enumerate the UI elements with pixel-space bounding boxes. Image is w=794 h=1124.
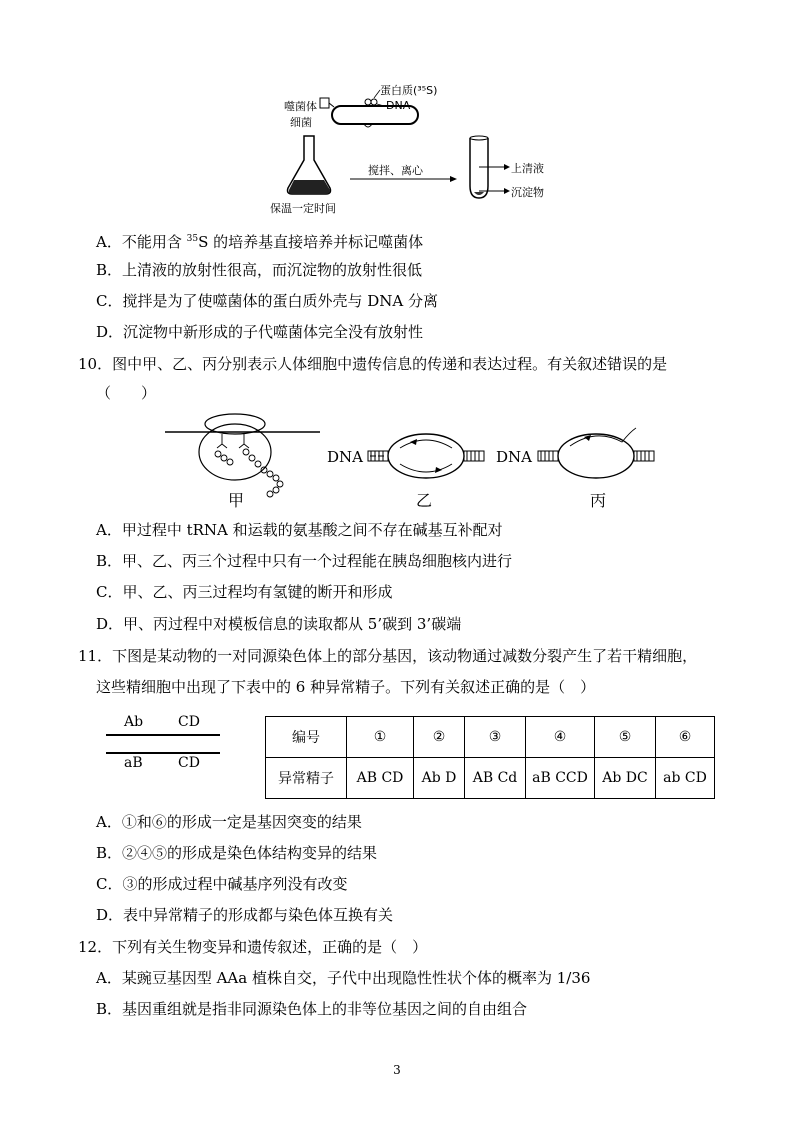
q12-option-a: A．某豌豆基因型 AAa 植株自交，子代中出现隐性性状个体的概率为 1/36 bbox=[96, 969, 591, 987]
chrom-bottom-left-genes: aB bbox=[124, 755, 143, 771]
label-bacteria: 细菌 bbox=[290, 116, 312, 129]
table-cell: ab CD bbox=[656, 758, 715, 799]
chromosome-diagram bbox=[106, 712, 226, 776]
label-incubate: 保温一定时间 bbox=[270, 202, 336, 215]
q11-stem-line-2: 这些精细胞中出现了下表中的 6 种异常精子。下列有关叙述正确的是（ ） bbox=[96, 678, 596, 696]
q11-option-c: C．③的形成过程中碱基序列没有改变 bbox=[96, 875, 348, 893]
table-cell: Ab DC bbox=[595, 758, 656, 799]
q11-stem-line-1: 11．下图是某动物的一对同源染色体上的部分基因，该动物通过减数分裂产生了若干精细胞， bbox=[78, 647, 698, 665]
table-cell: ⑥ bbox=[656, 717, 715, 758]
chrom-bottom-right-genes: CD bbox=[178, 755, 200, 771]
q12-option-b: B．基因重组就是指非同源染色体上的非等位基因之间的自由组合 bbox=[96, 1000, 528, 1018]
q11-option-d: D．表中异常精子的形成都与染色体互换有关 bbox=[96, 906, 394, 924]
q10-stem: 10．图中甲、乙、丙分别表示人体细胞中遗传信息的传递和表达过程。有关叙述错误的是 bbox=[78, 355, 668, 373]
table-cell: AB Cd bbox=[465, 758, 526, 799]
label-dna: DNA bbox=[386, 99, 411, 112]
q9-option-d: D．沉淀物中新形成的子代噬菌体完全没有放射性 bbox=[96, 323, 424, 341]
q10-option-d: D．甲、丙过程中对模板信息的读取都从 5’碳到 3’碳端 bbox=[96, 615, 462, 633]
q10-option-a: A．甲过程中 tRNA 和运载的氨基酸之间不存在碱基互补配对 bbox=[96, 521, 503, 539]
chromosome-bottom bbox=[106, 752, 220, 754]
q10-fig-dna-label-2: DNA bbox=[496, 448, 532, 466]
q9-option-a-pre: A．不能用含 bbox=[96, 233, 187, 251]
phage-experiment-figure bbox=[260, 78, 560, 218]
table-cell: ⑤ bbox=[595, 717, 656, 758]
q10-figure bbox=[160, 412, 660, 512]
q9-option-c: C．搅拌是为了使噬菌体的蛋白质外壳与 DNA 分离 bbox=[96, 292, 438, 310]
table-row bbox=[266, 717, 715, 758]
table-header-cell: 编号 bbox=[266, 717, 347, 758]
table-cell: ② bbox=[414, 717, 465, 758]
table-cell: ① bbox=[347, 717, 414, 758]
chrom-top-right-genes: CD bbox=[178, 714, 200, 730]
q11-option-a: A．①和⑥的形成一定是基因突变的结果 bbox=[96, 813, 362, 831]
q10-fig-dna-label-1: DNA bbox=[327, 448, 363, 466]
abnormal-sperm-table bbox=[265, 716, 715, 799]
q9-option-b: B．上清液的放射性很高，而沉淀物的放射性很低 bbox=[96, 261, 423, 279]
q10-option-c: C．甲、乙、丙三过程均有氢键的断开和形成 bbox=[96, 583, 393, 601]
q9-option-a bbox=[96, 229, 423, 252]
q12-stem: 12．下列有关生物变异和遗传叙述，正确的是（ ） bbox=[78, 938, 428, 956]
q10-option-b: B．甲、乙、丙三个过程中只有一个过程能在胰岛细胞核内进行 bbox=[96, 552, 513, 570]
q11-option-b: B．②④⑤的形成是染色体结构变异的结果 bbox=[96, 844, 378, 862]
label-phage: 噬菌体 bbox=[284, 100, 317, 113]
table-row bbox=[266, 758, 715, 799]
table-cell: ④ bbox=[526, 717, 595, 758]
chromosome-top bbox=[106, 734, 220, 736]
table-cell: AB CD bbox=[347, 758, 414, 799]
q10-fig-label-bing: 丙 bbox=[590, 491, 607, 510]
page-number: 3 bbox=[393, 1063, 401, 1077]
table-cell: ③ bbox=[465, 717, 526, 758]
q9-option-a-sup: 35 bbox=[186, 234, 199, 244]
q10-answer-paren: （ ） bbox=[96, 384, 157, 402]
chrom-top-left-genes: Ab bbox=[124, 714, 144, 730]
table-cell: aB CCD bbox=[526, 758, 595, 799]
label-protein: 蛋白质(³⁵S) bbox=[380, 84, 438, 97]
q9-option-a-post: S 的培养基直接培养并标记噬菌体 bbox=[198, 233, 424, 251]
table-cell: Ab D bbox=[414, 758, 465, 799]
table-header-cell: 异常精子 bbox=[266, 758, 347, 799]
q10-fig-label-jia: 甲 bbox=[228, 491, 245, 510]
label-process: 搅拌、离心 bbox=[368, 164, 423, 177]
label-supernatant: 上清液 bbox=[511, 162, 544, 175]
label-sediment: 沉淀物 bbox=[511, 186, 544, 199]
q10-fig-label-yi: 乙 bbox=[416, 491, 433, 510]
